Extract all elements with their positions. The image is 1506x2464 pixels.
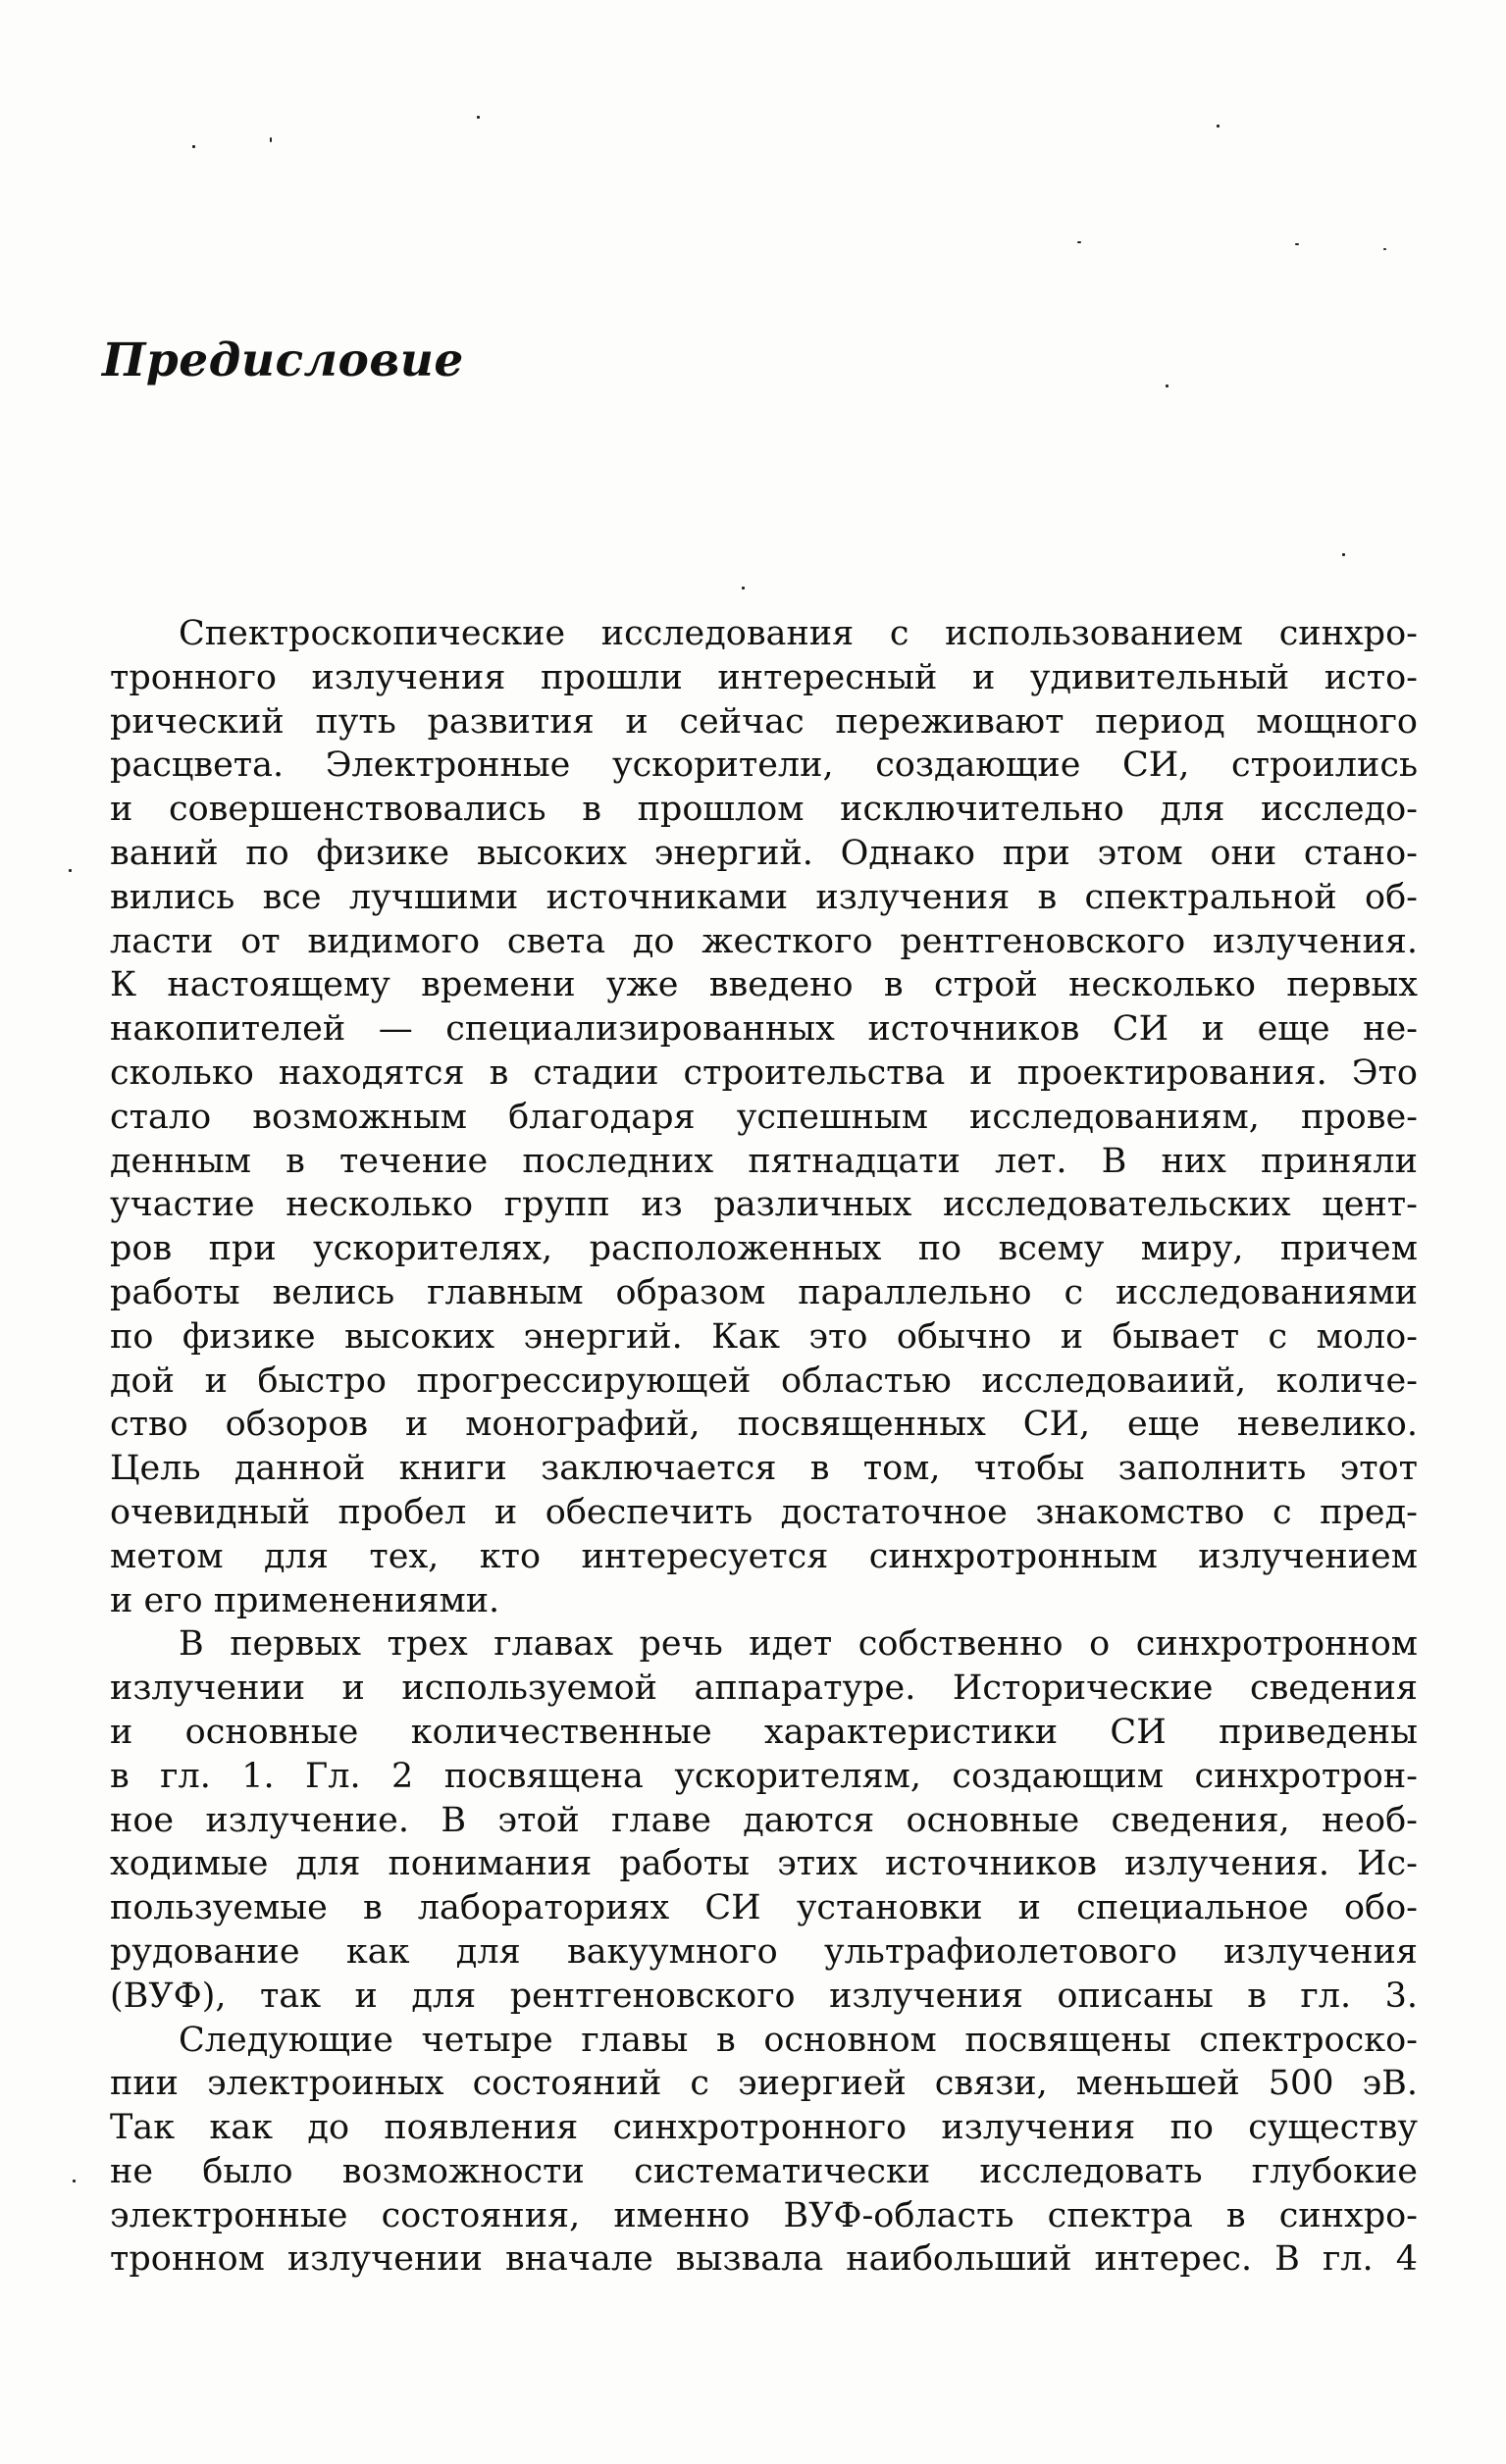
text-line: ласти от видимого света до жесткого рентгеновского излучения.	[110, 921, 1418, 961]
scan-speck	[1342, 553, 1345, 556]
scan-speck	[73, 2180, 76, 2182]
scan-speck	[742, 587, 745, 590]
text-line: в гл. 1. Гл. 2 посвящена ускорителям, создающим синхротрон-	[110, 1756, 1418, 1796]
text-line: Следующие четыре главы в основном посвящены спектроско-	[179, 2020, 1418, 2060]
text-line: и его применениями.	[110, 1580, 500, 1620]
scan-speck	[1166, 385, 1168, 387]
text-line: Цель данной книги заключается в том, чтобы заполнить этот	[110, 1449, 1418, 1489]
scan-speck	[69, 869, 72, 872]
scan-speck	[1217, 125, 1220, 128]
text-line: тронного излучения прошли интересный и удивительный исто-	[110, 657, 1418, 697]
text-line: по физике высоких энергий. Как это обычно и бывает с моло-	[110, 1316, 1418, 1357]
scan-speck	[1077, 241, 1081, 243]
text-line: ное излучение. В этой главе даются основные сведения, необ-	[110, 1800, 1418, 1840]
text-line: рудование как для вакуумного ультрафиолетового излучения	[110, 1931, 1418, 1972]
text-line: излучении и используемой аппаратуре. Исторические сведения	[110, 1668, 1418, 1709]
text-line: дой и быстро прогрессирующей областью исследоваиий, количе-	[110, 1360, 1418, 1401]
text-line: денным в течение последних пятнадцати лет. В них приняли	[110, 1141, 1418, 1181]
text-line: очевидный пробел и обеспечить достаточное знакомство с пред-	[110, 1492, 1418, 1532]
text-line: пользуемые в лабораториях СИ установки и специальное обо-	[110, 1888, 1418, 1928]
text-line: ров при ускорителях, расположенных по всему миру, причем	[110, 1229, 1418, 1269]
text-line: сколько находятся в стадии строительства и проектирования. Это	[110, 1052, 1418, 1093]
text-line: (ВУФ), так и для рентгеновского излучения описаны в гл. 3.	[110, 1976, 1418, 2016]
text-line: участие несколько групп из различных исследовательских цент-	[110, 1185, 1418, 1225]
text-line: и совершенствовались в прошлом исключительно для исследо-	[110, 790, 1418, 830]
text-line: К настоящему времени уже введено в строй несколько первых	[110, 965, 1418, 1005]
body-text	[110, 612, 1418, 2282]
text-line: ваний по физике высоких энергий. Однако при этом они стано-	[110, 833, 1418, 873]
text-line: Спектроскопические исследования с использованием синхро-	[179, 614, 1418, 653]
chapter-heading: Предисловие	[102, 334, 464, 387]
text-line: стало возможным благодаря успешным исследованиям, прове-	[110, 1097, 1418, 1137]
text-line: ство обзоров и монографий, посвященных СИ, еще невелико.	[110, 1405, 1418, 1445]
text-line: метом для тех, кто интересуется синхротронным излучением	[110, 1536, 1418, 1576]
text-line: Так как до появления синхротронного излучения по существу	[110, 2108, 1418, 2148]
text-line: и основные количественные характеристики СИ приведены	[110, 1712, 1418, 1752]
text-line: В первых трех главах речь идет собственно о синхротронном	[179, 1624, 1418, 1665]
scan-speck	[1383, 248, 1386, 250]
paragraph-1	[110, 612, 1418, 1622]
paragraph-3	[110, 2019, 1418, 2283]
paragraph-2	[110, 1622, 1418, 2018]
text-line: рический путь развития и сейчас переживают период мощного	[110, 701, 1418, 742]
text-line: тронном излучении вначале вызвала наибольший интерес. В гл. 4	[110, 2239, 1418, 2280]
text-line: пии электроиных состояний с эиергией связи, меньшей 500 эВ.	[110, 2064, 1418, 2104]
scan-speck	[192, 145, 195, 148]
text-line: вились все лучшими источниками излучения в спектральной об-	[110, 877, 1418, 917]
scan-speck	[270, 137, 272, 142]
scan-speck	[477, 116, 480, 119]
text-line: электронные состояния, именно ВУФ-область спектра в синхро-	[110, 2195, 1418, 2235]
scan-speck	[1295, 243, 1299, 245]
text-line: расцвета. Электронные ускорители, создающие СИ, строились	[110, 745, 1418, 786]
text-line: ходимые для понимания работы этих источников излучения. Ис-	[110, 1844, 1418, 1884]
text-line: работы велись главным образом параллельно с исследованиями	[110, 1272, 1418, 1312]
text-line: не было возможности систематически исследовать глубокие	[110, 2151, 1418, 2191]
text-line: накопителей — специализированных источников СИ и еще не-	[110, 1009, 1418, 1050]
